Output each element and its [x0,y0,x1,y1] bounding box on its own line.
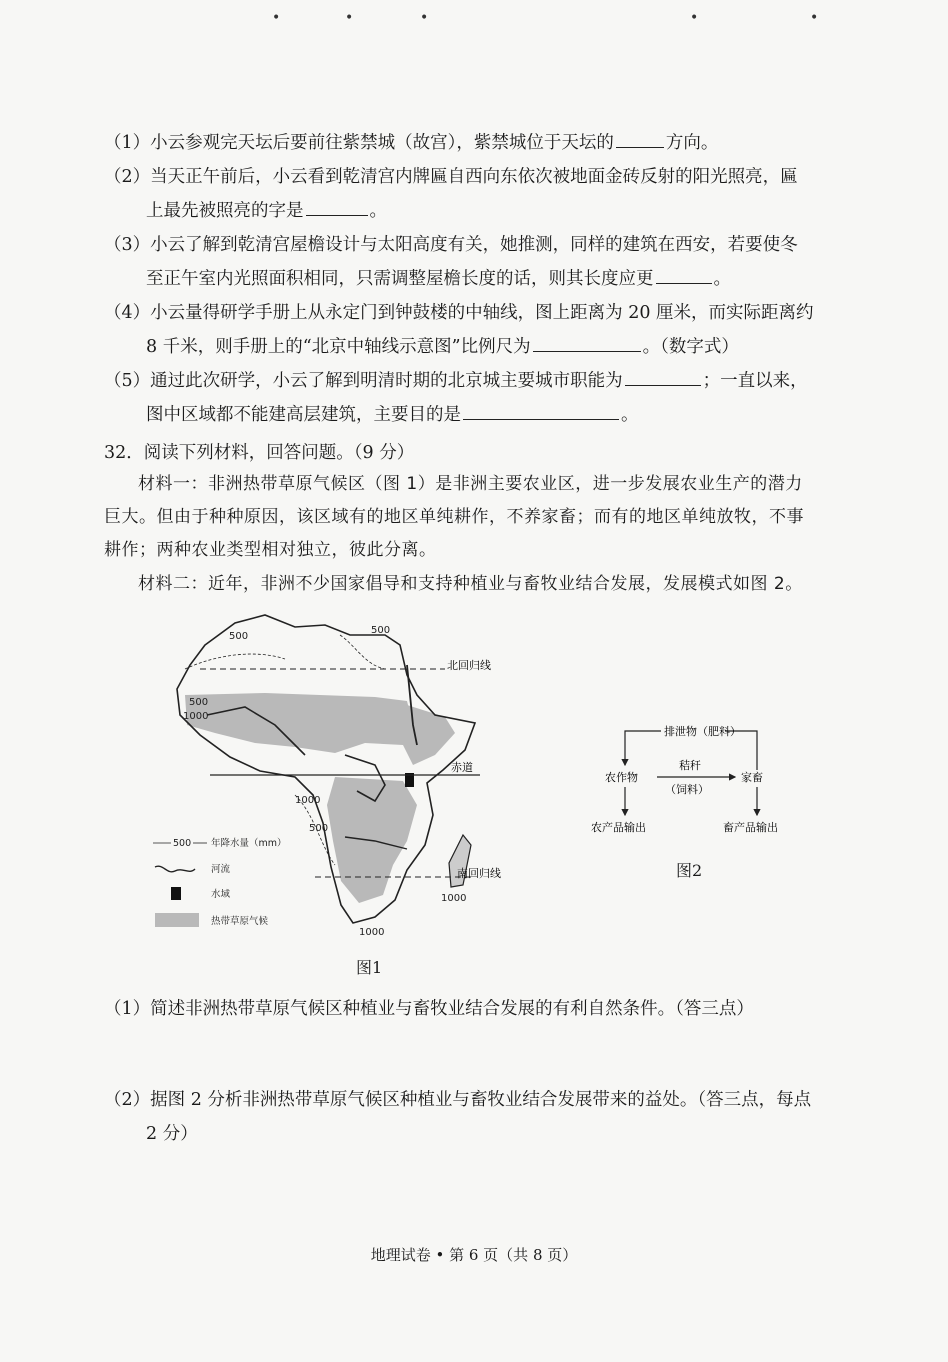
isohyet-label: 1000 [295,795,321,806]
punct: 。（数字式） [642,337,739,357]
scan-mark: • [810,10,819,26]
q31-item4-text2: 8 千米，则手册上的“北京中轴线示意图”比例尺为 [146,337,531,357]
isohyet-label: 500 [371,625,391,636]
livestock-label: 家畜 [741,771,763,784]
waste-flow-arrow [625,731,661,765]
isohyet-label: 500 [229,631,249,642]
isohyet-line [185,654,285,669]
isohyet-line [340,635,385,669]
answer-blank[interactable] [625,367,701,386]
straw-label: 秸秆 [679,759,701,772]
page-footer: 地理试卷 • 第 6 页（共 8 页） [370,1246,578,1264]
legend-isohyet-value: 500 [173,838,192,849]
answer-blank[interactable] [533,333,641,352]
legend-savanna-swatch [155,913,199,927]
answer-blank[interactable] [306,197,368,216]
material2: 材料二：近年，非洲不少国家倡导和支持种植业与畜牧业结合发展，发展模式如图 2。 [138,574,803,594]
q31-item3-line2 [146,262,731,296]
q32-title: 32．阅读下列材料，回答问题。（9 分） [104,443,415,463]
scan-mark: • [690,10,699,26]
q31-item4-line2 [146,330,739,364]
crops-label: 农作物 [605,771,638,784]
q31-item2-text: （2）当天正午前后，小云看到乾清宫内牌匾自西向东依次被地面金砖反射的阳光照亮，匾 [104,167,798,187]
answer-blank[interactable] [656,265,712,284]
material1-line1: 材料一：非洲热带草原气候区（图 1）是非洲主要农业区，进一步发展农业生产的潜力 [138,474,803,494]
figure1-caption: 图1 [356,958,383,977]
punct: 。 [621,405,639,425]
figure2-caption: 图2 [676,861,703,880]
tropic-north-label: 北回归线 [447,659,491,672]
isohyet-label: 500 [309,823,329,834]
q32-sub2-line2: 2 分） [146,1124,198,1144]
savanna-north-zone [185,693,413,753]
isohyet-label: 1000 [441,893,467,904]
q31-item2-line1 [104,160,798,194]
feed-label: （饲料） [665,783,709,796]
q32-sub2-line1: （2）据图 2 分析非洲热带草原气候区种植业与畜牧业结合发展带来的益处。（答三点，每点 [104,1090,812,1110]
material1-line2: 巨大。但由于种种原因，该区域有的地区单纯耕作，不养家畜；而有的地区单纯放牧，不事 [104,507,804,527]
q31-item1-tail: 方向。 [665,133,719,153]
q31-item4-text: （4）小云量得研学手册上从永定门到钟鼓楼的中轴线，图上距离为 20 厘米，而实际距离约 [104,303,814,323]
equator-label: 赤道 [451,761,473,774]
integration-diagram [585,715,815,845]
agri-output-label: 农产品输出 [591,821,646,834]
q31-item1 [104,126,718,160]
legend-lake-icon [171,887,181,900]
punct: 。 [713,269,731,289]
q31-item5-mid: ；一直以来， [702,371,808,391]
q31-item5-line1 [104,364,808,398]
material1-line3: 耕作；两种农业类型相对独立，彼此分离。 [104,540,437,560]
q31-item3-line1 [104,228,798,262]
q31-item5-text2: 图中区域都不能建高层建筑，主要目的是 [146,405,461,425]
q31-item2-line2 [146,194,387,228]
isohyet-label: 500 [189,697,209,708]
isohyet-label: 1000 [359,927,385,938]
q31-item3-text2: 至正午室内光照面积相同，只需调整屋檐长度的话，则其长度应更 [146,269,654,289]
animal-output-label: 畜产品输出 [723,821,778,834]
waste-label: 排泄物（肥料） [664,725,741,738]
punct: 。 [369,201,387,221]
q31-item2-text2: 上最先被照亮的字是 [146,201,304,221]
africa-map [145,605,565,950]
legend-isohyet-text: 年降水量（mm） [211,838,287,849]
savanna-east-zone [403,705,455,765]
q31-item3-text: （3）小云了解到乾清宫屋檐设计与太阳高度有关，她推测，同样的建筑在西安，若要使冬 [104,235,798,255]
legend-river-text: 河流 [211,864,231,875]
tropic-south-label: 南回归线 [457,867,501,880]
scan-mark: • [345,10,354,26]
answer-blank[interactable] [463,401,619,420]
scan-mark: • [420,10,429,26]
q31-item5-line2 [146,398,639,432]
legend-savanna-text: 热带草原气候 [211,916,269,927]
q32-sub1: （1）简述非洲热带草原气候区种植业与畜牧业结合发展的有利自然条件。（答三点） [104,999,754,1019]
isohyet-label: 1000 [183,711,209,722]
q31-item5-text: （5）通过此次研学，小云了解到明清时期的北京城主要城市职能为 [104,371,623,391]
q31-item1-text: （1）小云参观完天坛后要前往紫禁城（故宫），紫禁城位于天坛的 [104,133,614,153]
scan-mark: • [272,10,281,26]
q31-item4-line1 [104,296,814,330]
legend-river-icon [155,866,195,872]
map-legend [153,837,287,927]
answer-blank[interactable] [616,129,664,148]
legend-lake-text: 水域 [211,889,231,900]
